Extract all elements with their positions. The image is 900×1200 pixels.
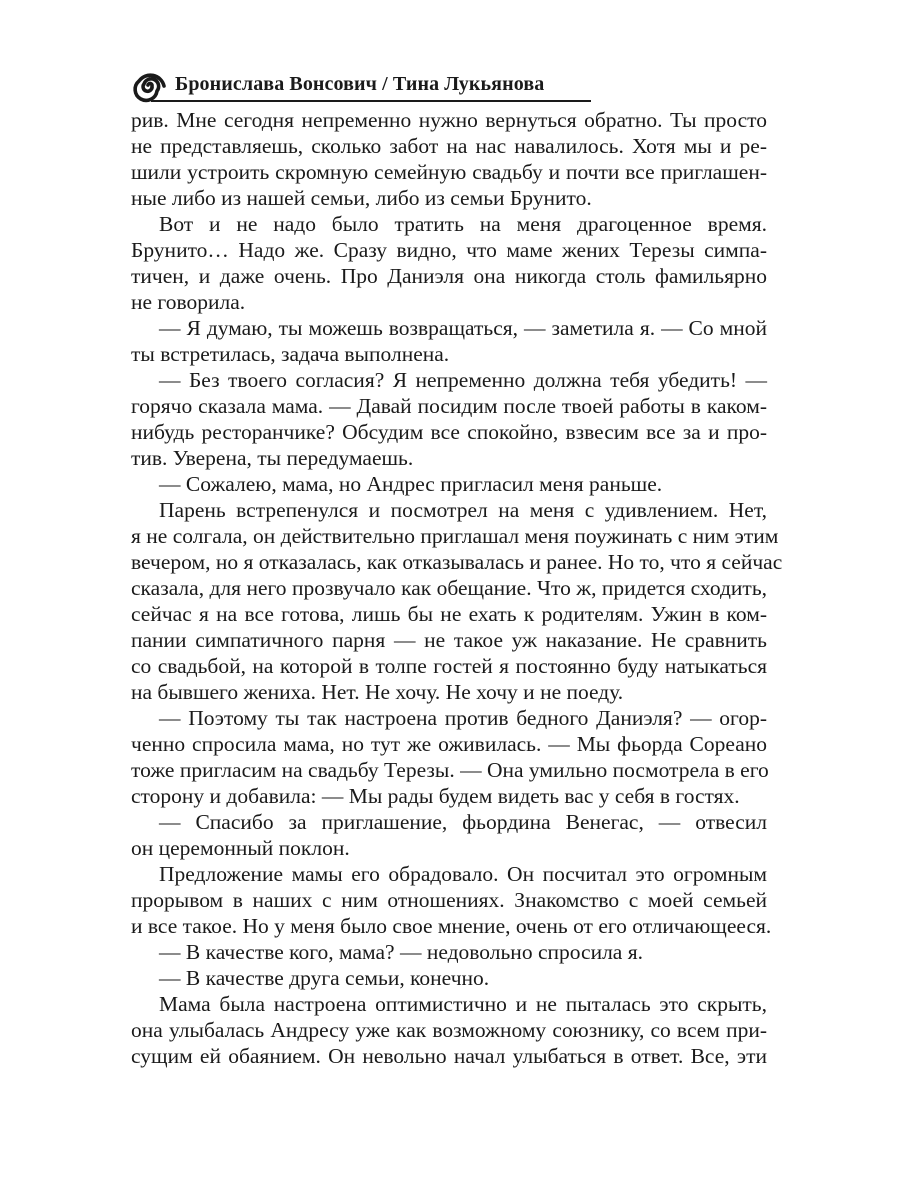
header-rule	[151, 100, 591, 102]
text-line: я не солгала, он действительно приглашал меня поужинать с ним этим	[131, 524, 779, 548]
spiral-icon	[131, 66, 169, 104]
text-line: ченно спросила мама, но тут же оживилась. — Мы фьорда Сореано	[131, 732, 767, 756]
text-line: горячо сказала мама. — Давай посидим после твоей работы в каком-	[131, 394, 767, 418]
text-line: рив. Мне сегодня непременно нужно вернуться обратно. Ты просто	[131, 108, 767, 132]
text-line: он церемонный поклон.	[131, 836, 350, 860]
text-line: не представляешь, сколько забот на нас навалилось. Хотя мы и ре-	[131, 134, 767, 158]
text-line: она улыбалась Андресу уже как возможному союзнику, со всем при-	[131, 1018, 767, 1042]
text-line: сущим ей обаянием. Он невольно начал улыбаться в ответ. Все, эти	[131, 1044, 767, 1068]
text-line: — Без твоего согласия? Я непременно должна тебя убедить! —	[159, 368, 767, 392]
text-line: ные либо из нашей семьи, либо из семьи Брунито.	[131, 186, 592, 210]
text-line: — Спасибо за приглашение, фьордина Венегас, — отвесил	[159, 810, 767, 834]
text-line: шили устроить скромную семейную свадьбу и почти все приглашен-	[131, 160, 767, 184]
text-line: Предложение мамы его обрадовало. Он посчитал это огромным	[159, 862, 767, 886]
text-line: со свадьбой, на которой в толпе гостей я постоянно буду натыкаться	[131, 654, 767, 678]
text-line: тичен, и даже очень. Про Даниэля она никогда столь фамильярно	[131, 264, 767, 288]
running-header	[131, 66, 593, 106]
text-line: Мама была настроена оптимистично и не пыталась это скрыть,	[159, 992, 767, 1016]
text-line: и все такое. Но у меня было свое мнение, очень от его отличающееся.	[131, 914, 772, 938]
text-line: Брунито… Надо же. Сразу видно, что маме жених Терезы симпа-	[131, 238, 767, 262]
text-line: сказала, для него прозвучало как обещание. Что ж, придется сходить,	[131, 576, 767, 600]
text-line: тоже пригласим на свадьбу Терезы. — Она умильно посмотрела в его	[131, 758, 769, 782]
book-authors: Бронислава Вонсович / Тина Лукьянова	[175, 73, 545, 95]
text-line: нибудь ресторанчике? Обсудим все спокойно, взвесим все за и про-	[131, 420, 767, 444]
text-line: сейчас я на все готова, лишь бы не ехать к родителям. Ужин в ком-	[131, 602, 767, 626]
text-line: Парень встрепенулся и посмотрел на меня с удивлением. Нет,	[159, 498, 767, 522]
text-line: — Я думаю, ты можешь возвращаться, — заметила я. — Со мной	[159, 316, 767, 340]
text-line: на бывшего жениха. Нет. Не хочу. Не хочу и не поеду.	[131, 680, 624, 704]
text-line: — В качестве друга семьи, конечно.	[159, 966, 490, 990]
text-line: пании симпатичного парня — не такое уж наказание. Не сравнить	[131, 628, 767, 652]
text-line: сторону и добавила: — Мы рады будем видеть вас у себя в гостях.	[131, 784, 740, 808]
page-body-text	[131, 107, 783, 1069]
text-line: не говорила.	[131, 290, 246, 314]
text-line: — В качестве кого, мама? — недовольно спросила я.	[159, 940, 643, 964]
text-line: — Сожалею, мама, но Андрес пригласил меня раньше.	[159, 472, 663, 496]
text-line: тив. Уверена, ты передумаешь.	[131, 446, 414, 470]
text-line: ты встретилась, задача выполнена.	[131, 342, 450, 366]
text-line: — Поэтому ты так настроена против бедного Даниэля? — огор-	[159, 706, 767, 730]
text-line: вечером, но я отказалась, как отказывалась и ранее. Но то, что я сейчас	[131, 550, 783, 574]
text-line: Вот и не надо было тратить на меня драгоценное время.	[159, 212, 767, 236]
text-line: прорывом в наших с ним отношениях. Знакомство с моей семьей	[131, 888, 767, 912]
